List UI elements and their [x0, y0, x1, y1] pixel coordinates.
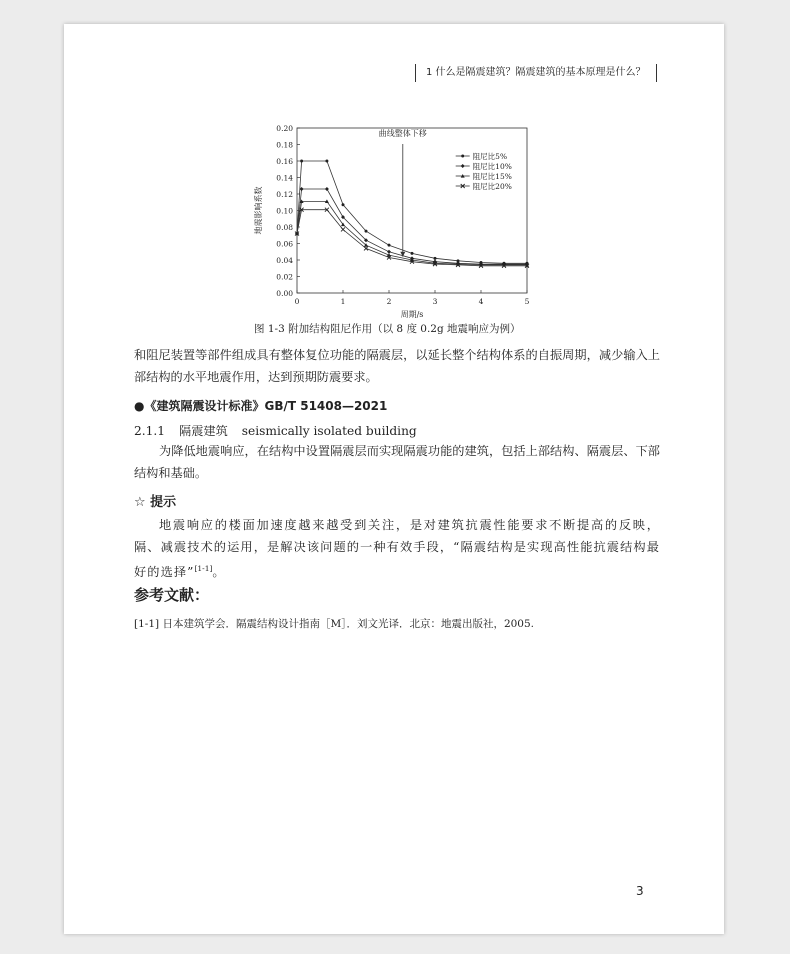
data-point-s1-1	[300, 160, 303, 163]
data-point-s4-3	[341, 227, 345, 231]
y-tick-label: 0.20	[276, 124, 293, 133]
x-tick-label: 1	[340, 297, 346, 306]
tip-paragraph	[134, 514, 660, 583]
x-tick-label: 3	[432, 297, 438, 306]
standard-title: ●《建筑隔震设计标准》GB/T 51408—2021	[134, 399, 388, 413]
legend-entry-1: 阻尼比5%	[472, 152, 508, 161]
y-tick-label: 0.10	[276, 206, 293, 216]
references-heading: 参考文献：	[134, 586, 210, 604]
data-point-s1-2	[325, 160, 328, 163]
series-line-3	[297, 201, 527, 265]
legend-marker-1	[461, 155, 464, 158]
x-tick-label: 4	[478, 297, 484, 306]
legend-entry-2: 阻尼比10%	[472, 162, 512, 171]
y-tick-label: 0.14	[276, 173, 293, 183]
page-number: 3	[636, 884, 644, 898]
tip-end: 。	[212, 565, 226, 580]
y-tick-label: 0.08	[276, 223, 293, 232]
legend-entry-3: 阻尼比15%	[472, 172, 512, 181]
y-tick-label: 0.12	[276, 190, 293, 199]
y-tick-label: 0.06	[276, 239, 293, 249]
x-tick-label: 0	[294, 297, 300, 306]
y-tick-label: 0.00	[276, 289, 293, 298]
y-tick-label: 0.18	[276, 140, 293, 150]
data-point-s2-2	[325, 187, 329, 191]
data-point-s1-7	[434, 257, 437, 260]
figure-caption: 图 1-3 附加结构阻尼作用（以 8 度 0.2g 地震响应为例）	[254, 323, 521, 335]
data-point-s1-3	[342, 203, 345, 206]
x-tick-label: 2	[386, 297, 392, 306]
body-paragraph: 和阻尼装置等部件组成具有整体复位功能的隔震层，以延长整个结构体系的自振周期，减少输入上部结构的水平地震作用，达到预期防震要求。	[134, 348, 660, 384]
legend-marker-2	[461, 164, 465, 168]
book-page	[64, 24, 724, 934]
chart-annotation: 曲线整体下移	[378, 129, 427, 138]
y-tick-label: 0.02	[276, 272, 293, 282]
running-head: 1 什么是隔震建筑？隔震建筑的基本原理是什么？	[415, 64, 657, 82]
reference-item: [1-1] 日本建筑学会．隔震结构设计指南［M］．刘文光译．北京：地震出版社，2005.	[134, 618, 534, 630]
data-point-s1-6	[411, 252, 414, 255]
x-axis-label: 周期/s	[400, 310, 424, 319]
x-tick-label: 5	[524, 297, 530, 306]
tip-text: 地震响应的楼面加速度越来越受到关注，是对建筑抗震性能要求不断提高的反映，隔、减震技术的运用，是解决该问题的一种有效手段，“隔震结构是实现高性能抗震结构最好的选择”	[134, 518, 660, 580]
legend-entry-4: 阻尼比20%	[472, 182, 512, 191]
data-point-s1-4	[365, 230, 368, 233]
citation-mark: [1-1]	[194, 564, 213, 573]
tip-heading: ☆ 提示	[134, 495, 177, 510]
y-axis-label: 地震影响系数	[254, 186, 263, 235]
y-tick-label: 0.04	[276, 256, 293, 265]
y-tick-label: 0.16	[276, 157, 293, 166]
data-point-s4-4	[364, 246, 368, 250]
data-point-s1-5	[388, 244, 391, 247]
clause-number: 2.1.1	[134, 424, 166, 438]
damping-chart	[244, 119, 544, 319]
clause-heading	[134, 422, 431, 439]
clause-term: 隔震建筑	[179, 424, 228, 438]
clause-definition: 为降低地震响应，在结构中设置隔震层而实现隔震功能的建筑，包括上部结构、隔震层、下部结构和基础。	[134, 444, 660, 480]
clause-term-english: seismically isolated building	[241, 424, 417, 438]
